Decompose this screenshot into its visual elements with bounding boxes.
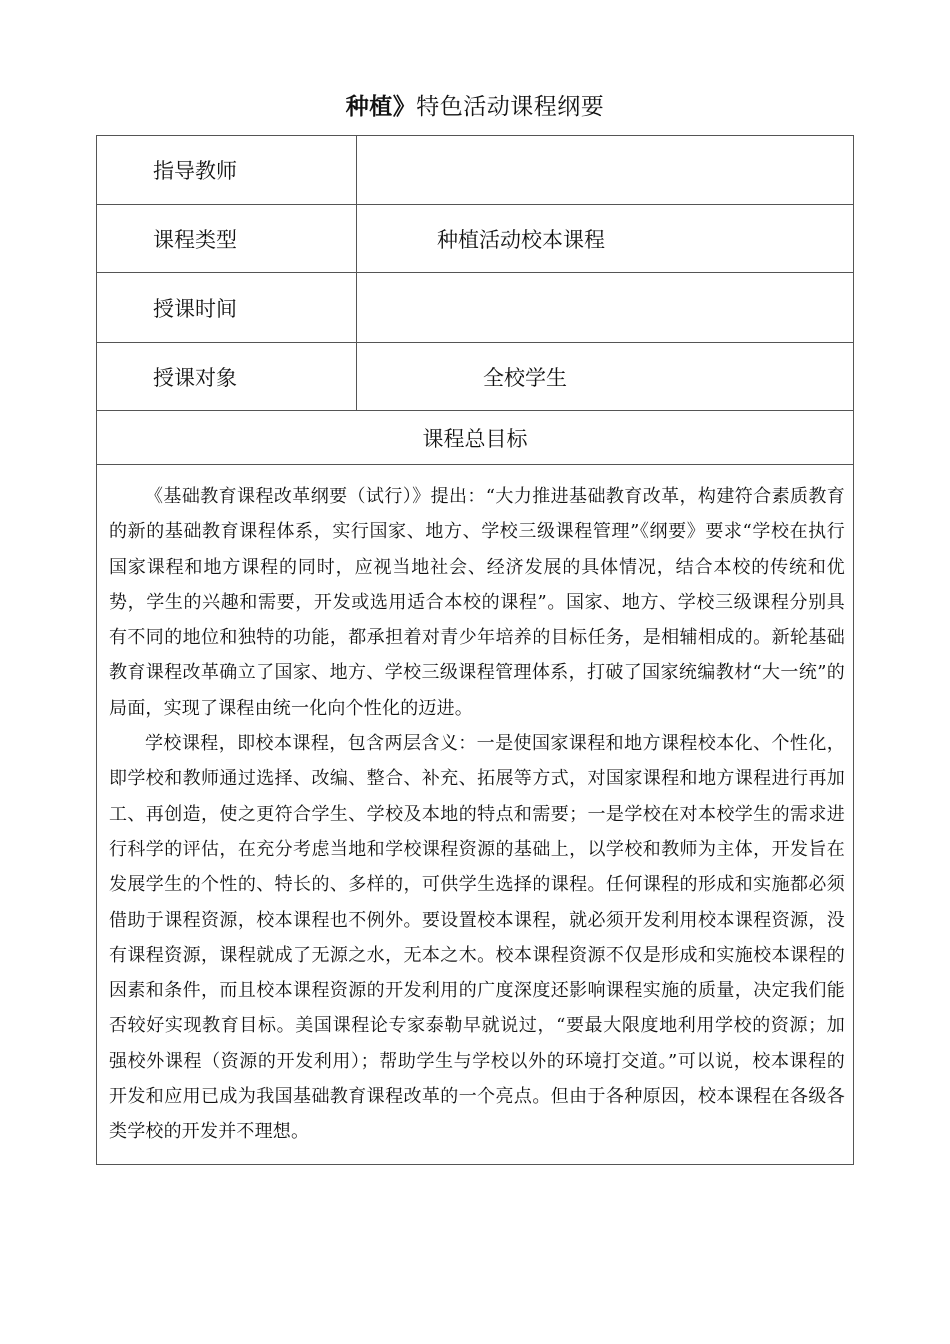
row-instructor: [97, 136, 854, 205]
value-course-type: 种植活动校本课程: [357, 205, 854, 273]
label-teaching-time: 授课时间: [97, 273, 357, 343]
row-course-type: [97, 205, 854, 273]
row-goal-body: [97, 465, 854, 1165]
label-audience: 授课对象: [97, 343, 357, 411]
goal-paragraph-1: 《基础教育课程改革纲要（试行）》提出：“大力推进基础教育改革，构建符合素质教育的新的基础教育课程体系，实行国家、地方、学校三级课程管理”《纲要》要求“学校在执行国家课程和地方课程的同时，应视当地社会、经济发展的具体情况，结合本校的传统和优势，学生的兴趣和需要，开发或选用适合本校的课程”。国家、地方、学校三级课程分别具有不同的地位和独特的功能，都承担着对青少年培养的目标任务，是相辅相成的。新轮基础教育课程改革确立了国家、地方、学校三级课程管理体系，打破了国家统编教材“大一统”的局面，实现了课程由统一化向个性化的迈进。: [109, 486, 845, 719]
row-goal-header: [97, 411, 854, 465]
value-teaching-time: [357, 273, 854, 343]
value-instructor: [357, 136, 854, 205]
goal-body: [97, 465, 854, 1165]
course-outline-table: [96, 135, 854, 1165]
row-audience: [97, 343, 854, 411]
label-course-type: 课程类型: [97, 205, 357, 273]
row-teaching-time: [97, 273, 854, 343]
title-rest-part: 特色活动课程纲要: [416, 94, 605, 120]
goal-header: 课程总目标: [97, 411, 854, 465]
document-title: [0, 88, 950, 121]
value-audience: 全校学生: [357, 343, 854, 411]
goal-paragraph-2: 学校课程，即校本课程，包含两层含义：一是使国家课程和地方课程校本化、个性化，即学校和教师通过选择、改编、整合、补充、拓展等方式，对国家课程和地方课程进行再加工、再创造，使之更符合学生、学校及本地的特点和需要；一是学校在对本校学生的需求进行科学的评估，在充分考虑当地和学校课程资源的基础上，以学校和教师为主体，开发旨在发展学生的个性的、特长的、多样的，可供学生选择的课程。任何课程的形成和实施都必须借助于课程资源，校本课程也不例外。要设置校本课程，就必须开发利用校本课程资源，没有课程资源，课程就成了无源之水，无本之木。校本课程资源不仅是形成和实施校本课程的因素和条件，而且校本课程资源的开发利用的广度深度还影响课程实施的质量，决定我们能否较好实现教育目标。美国课程论专家泰勒早就说过，“要最大限度地利用学校的资源；加强校外课程（资源的开发利用）；帮助学生与学校以外的环境打交道。”可以说，校本课程的开发和应用已成为我国基础教育课程改革的一个亮点。但由于各种原因，校本课程在各级各类学校的开发并不理想。: [109, 733, 845, 1143]
title-bold-part: 种植》: [345, 93, 417, 120]
label-instructor: 指导教师: [97, 136, 357, 205]
